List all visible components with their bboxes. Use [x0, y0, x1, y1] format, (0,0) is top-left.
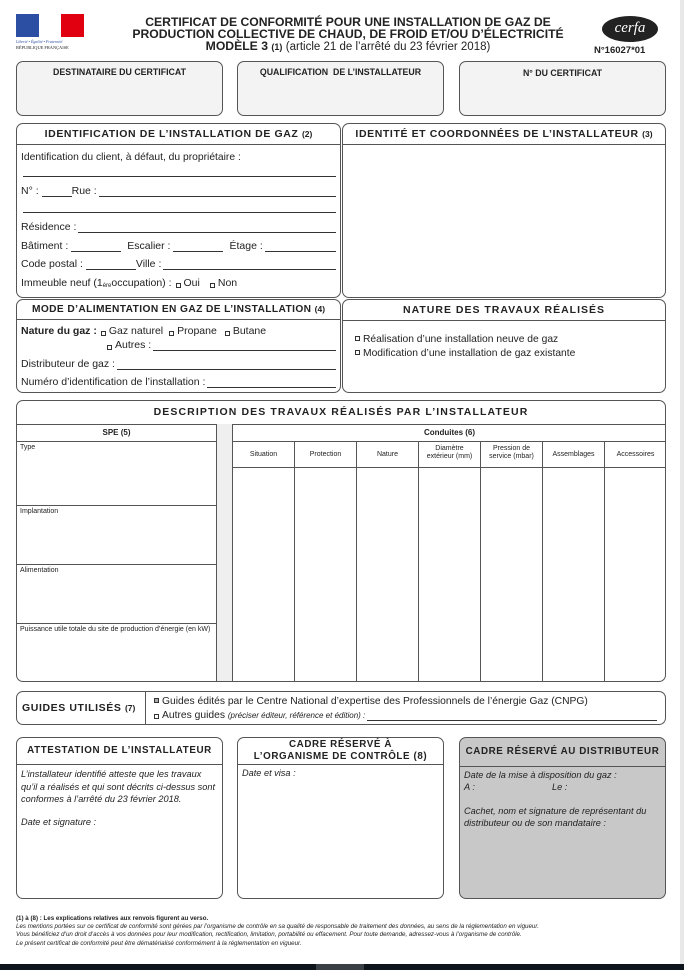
rue-field-2[interactable] — [17, 197, 340, 213]
distributeur-header: CADRE RÉSERVÉ AU DISTRIBUTEUR — [460, 738, 665, 767]
client-label: Identification du client, à défaut, du propriétaire : — [21, 152, 241, 163]
protection-cell[interactable] — [295, 468, 357, 682]
immeuble-row: Immeuble neuf (1 $_{ère}$ occupation) : Oui Non — [21, 276, 238, 289]
certificat-number-label: N° DU CERTIFICAT — [522, 68, 603, 78]
travaux-header: NATURE DES TRAVAUX RÉALISÉS — [343, 300, 665, 321]
escalier-field[interactable] — [173, 241, 223, 252]
pression-cell[interactable] — [481, 468, 543, 682]
title-line1: CERTIFICAT DE CONFORMITÉ POUR UNE INSTALLATION DE GAZ DE — [145, 15, 551, 29]
numero-installation-field[interactable] — [207, 377, 336, 388]
neuve-checkbox[interactable] — [355, 336, 360, 341]
distributeur-date-label: Date de la mise à disposition du gaz : — [464, 770, 617, 780]
cerfa-logo: cerfa — [602, 16, 658, 42]
attestation-section — [16, 737, 223, 899]
destinataire-label: DESTINATAIRE DU CERTIFICAT — [53, 67, 186, 77]
oui-checkbox[interactable] — [176, 283, 181, 288]
code-postal-row: Code postal : Ville : — [17, 252, 340, 271]
footer-line2: Les mentions portées sur ce certificat de conformité sont gérées par l’organisme de contrôle en sa qualité de responsable de traitement des données, au sens de la réglementation en vigueur. — [16, 923, 539, 931]
numero-field[interactable] — [42, 186, 72, 197]
col-protection: Protection — [295, 442, 357, 468]
spe-implantation-cell[interactable]: Implantation — [17, 506, 217, 565]
autres-row: Autres : — [17, 337, 340, 351]
residence-row: Résidence : — [17, 213, 340, 233]
nature-cell[interactable] — [357, 468, 419, 682]
cnpg-checkbox[interactable] — [154, 698, 159, 703]
autres-checkbox[interactable] — [107, 345, 112, 350]
distributeur-row: Distributeur de gaz : — [17, 351, 340, 370]
scrollbar-thumb[interactable] — [316, 964, 364, 970]
accessoires-cell[interactable] — [605, 468, 666, 682]
distributeur-field[interactable] — [117, 359, 336, 370]
footer-line1: (1) à (8) : Les explications relatives aux renvois figurent au verso. — [16, 915, 209, 922]
diametre-cell[interactable] — [419, 468, 481, 682]
gaz-naturel-checkbox[interactable] — [101, 331, 106, 336]
description-header: DESCRIPTION DES TRAVAUX RÉALISÉS PAR L’INSTALLATEUR — [17, 401, 665, 425]
alimentation-header: MODE D’ALIMENTATION EN GAZ DE L’INSTALLATION (4) — [17, 300, 340, 320]
attestation-text: L’installateur identifié atteste que les travaux qu’il a réalisés et qui sont décrits ci-dessus sont conformes à l’arrêté du 23 février 2018. — [21, 769, 216, 804]
controle-date-label: Date et visa : — [242, 768, 296, 778]
numero-installation-row: Numéro d’identification de l’installation : — [17, 370, 340, 389]
client-field[interactable] — [17, 163, 340, 177]
guides-title: GUIDES UTILISÉS (7) — [17, 692, 146, 724]
distributeur-a-le-row: A : Le : — [464, 782, 568, 792]
travaux-option-neuve[interactable]: Réalisation d’une installation neuve de gaz — [355, 333, 665, 347]
footer-notes — [16, 915, 676, 948]
logo-name: RÉPUBLIQUE FRANÇAISE — [16, 45, 69, 50]
identification-section — [16, 123, 341, 298]
title-ref: (1) — [271, 42, 283, 52]
col-nature: Nature — [357, 442, 419, 468]
conduites-header: Conduites (6) — [233, 424, 666, 442]
destinataire-box[interactable] — [16, 61, 223, 116]
spe-puissance-cell[interactable]: Puissance utile totale du site de production d’énergie (en kW) — [17, 624, 217, 682]
spe-alimentation-cell[interactable]: Alimentation — [17, 565, 217, 624]
qualification-label: QUALIFICATION DE L’INSTALLATEUR — [259, 67, 422, 77]
republique-francaise-logo — [16, 14, 84, 54]
guides-autres-option[interactable]: Autres guides (préciser éditeur, référence et édition) : — [154, 709, 657, 723]
footer-line3: Vous bénéficiez d’un droit d’accès à vos données pour leur modification, rectification, limitation, portabilité ou effacement. Pour toute demande, adressez-vous à l’organisme de contrôle. — [16, 931, 522, 939]
autres-field[interactable] — [153, 340, 336, 351]
footer-line4: Le présent certificat de conformité peut être dématérialisé conformément à la réglementation en vigueur. — [16, 939, 302, 947]
autres-guides-field[interactable] — [367, 710, 657, 721]
autres-guides-checkbox[interactable] — [154, 714, 159, 719]
column-separator — [217, 424, 233, 682]
spe-header: SPE (5) — [17, 424, 217, 442]
alimentation-section — [16, 299, 341, 393]
spe-type-cell[interactable]: Type — [17, 442, 217, 506]
attestation-header: ATTESTATION DE L’INSTALLATEUR — [17, 738, 222, 765]
cerfa-number: N°16027*01 — [594, 45, 646, 56]
certificat-number-box[interactable] — [459, 61, 666, 116]
attestation-date-label[interactable]: Date et signature : — [21, 816, 97, 827]
distributeur-cachet-label: Cachet, nom et signature de représentant du distributeur ou de son mandataire : — [464, 806, 647, 828]
assemblages-cell[interactable] — [543, 468, 605, 682]
propane-checkbox[interactable] — [169, 331, 174, 336]
title-model: MODÈLE 3 — [205, 39, 268, 53]
flag-icon — [16, 14, 84, 37]
modification-checkbox[interactable] — [355, 350, 360, 355]
distributeur-section[interactable] — [459, 737, 666, 899]
bottom-bar — [0, 964, 684, 970]
col-assemblages: Assemblages — [543, 442, 605, 468]
col-situation: Situation — [233, 442, 295, 468]
travaux-option-modification[interactable]: Modification d’une installation de gaz existante — [355, 347, 665, 361]
col-diametre: Diamètre extérieur (mm) — [419, 442, 481, 468]
guides-cnpg-option[interactable]: Guides édités par le Centre National d’expertise des Professionnels de l’énergie Gaz (CNPG) — [154, 695, 657, 709]
installateur-header: IDENTITÉ ET COORDONNÉES DE L’INSTALLATEUR (3) — [343, 124, 665, 145]
situation-cell[interactable] — [233, 468, 295, 682]
rue-field[interactable] — [99, 186, 336, 197]
nature-gaz-row: Nature du gaz : Gaz naturel Propane Butane — [21, 325, 267, 337]
qualification-box[interactable] — [237, 61, 444, 116]
description-section — [16, 400, 666, 682]
page-title — [98, 16, 598, 53]
col-pression: Pression de service (mbar) — [481, 442, 543, 468]
address-row: N° : Rue : — [17, 177, 340, 197]
installateur-section[interactable] — [342, 123, 666, 298]
travaux-section — [342, 299, 666, 393]
title-article: (article 21 de l’arrêté du 23 février 2018) — [285, 41, 491, 53]
logo-motto: Liberté • Égalité • Fraternité — [16, 39, 63, 44]
etage-field[interactable] — [265, 241, 336, 252]
conduites-table — [233, 424, 666, 682]
identification-header: IDENTIFICATION DE L’INSTALLATION DE GAZ (2) — [17, 124, 340, 145]
spe-table — [17, 424, 217, 682]
batiment-field[interactable] — [71, 241, 121, 252]
title-line2: PRODUCTION COLLECTIVE DE CHAUD, DE FROID ET/OU D’ÉLECTRICITÉ — [132, 27, 564, 41]
guides-section — [16, 691, 666, 725]
batiment-row: Bâtiment : Escalier : Étage : — [17, 233, 340, 252]
col-accessoires: Accessoires — [605, 442, 666, 468]
controle-header: CADRE RÉSERVÉ À L’ORGANISME DE CONTRÔLE (8) — [238, 738, 443, 765]
non-checkbox[interactable] — [210, 283, 215, 288]
ville-field[interactable] — [163, 259, 336, 270]
code-postal-field[interactable] — [86, 259, 136, 270]
right-edge — [680, 0, 684, 964]
residence-field[interactable] — [78, 222, 336, 233]
butane-checkbox[interactable] — [225, 331, 230, 336]
controle-section[interactable] — [237, 737, 444, 899]
